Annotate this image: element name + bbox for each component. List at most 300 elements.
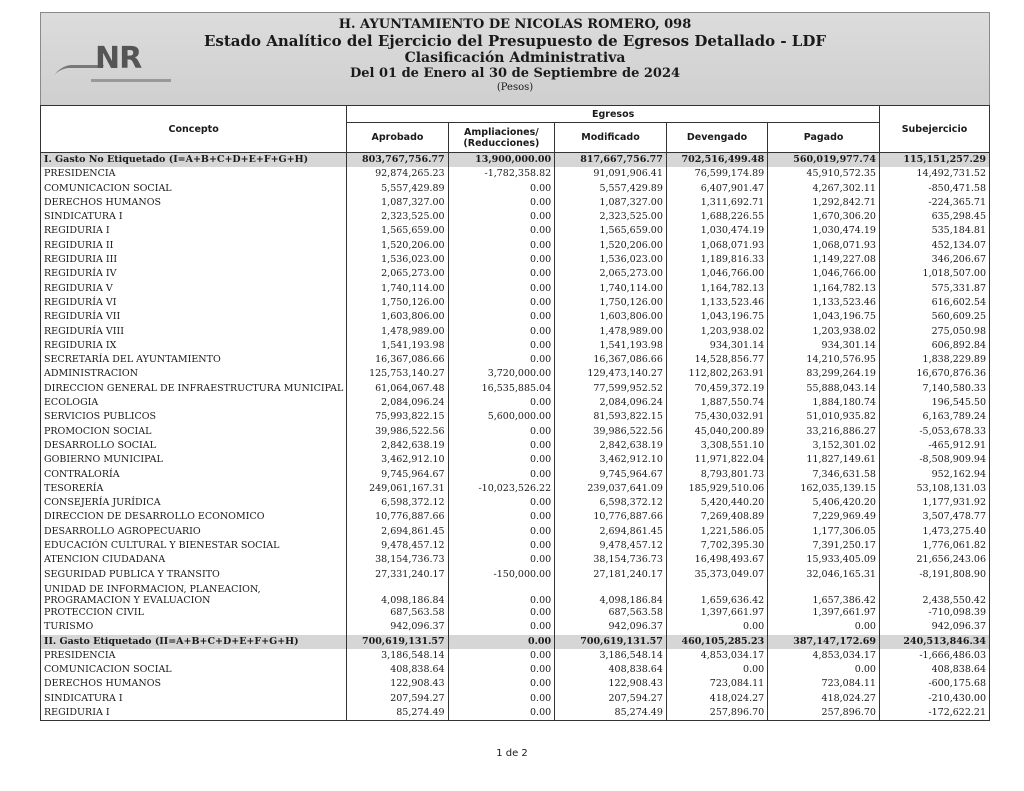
cell-amount: -8,191,808.90 (879, 568, 989, 582)
cell-amount: 1,068,071.93 (768, 239, 880, 253)
logo-underline (91, 79, 171, 82)
cell-concepto: REGIDURIA IX (41, 339, 347, 353)
cell-amount: 1,087,327.00 (555, 196, 667, 210)
cell-amount: 51,010,935.82 (768, 410, 880, 424)
cell-amount: 0.00 (448, 453, 555, 467)
report-subtitle: Clasificación Administrativa (404, 50, 626, 66)
cell-amount: 85,274.49 (347, 706, 448, 721)
cell-amount: 0.00 (448, 677, 555, 691)
cell-amount: 16,367,086.66 (555, 353, 667, 367)
table-row (41, 453, 990, 467)
cell-amount: 4,853,034.17 (666, 649, 767, 663)
table-row (41, 525, 990, 539)
cell-amount: 616,602.54 (879, 296, 989, 310)
table-row (41, 196, 990, 210)
table-row (41, 310, 990, 324)
cell-amount: 0.00 (448, 525, 555, 539)
cell-amount: 1,688,226.55 (666, 210, 767, 224)
cell-amount: 0.00 (448, 396, 555, 410)
cell-amount: 3,507,478.77 (879, 510, 989, 524)
logo-text: NR (95, 41, 142, 76)
report-title: Estado Analítico del Ejercicio del Presupuesto de Egresos Detallado - LDF (203, 32, 827, 50)
table-row (41, 396, 990, 410)
cell-amount: -8,508,909.94 (879, 453, 989, 467)
cell-concepto: PROTECCION CIVIL (41, 606, 347, 620)
cell-concepto: DIRECCION GENERAL DE INFRAESTRUCTURA MUNICIPAL (41, 382, 347, 396)
cell-amount: 723,084.11 (666, 677, 767, 691)
cell-amount: 55,888,043.14 (768, 382, 880, 396)
cell-amount: 346,206.67 (879, 253, 989, 267)
cell-concepto: REGIDURIA II (41, 239, 347, 253)
cell-amount: 6,598,372.12 (555, 496, 667, 510)
cell-amount: 75,993,822.15 (347, 410, 448, 424)
cell-amount: 408,838.64 (347, 663, 448, 677)
cell-concepto: DERECHOS HUMANOS (41, 196, 347, 210)
cell-amount: 85,274.49 (555, 706, 667, 721)
cell-concepto: REGIDURÍA IV (41, 267, 347, 281)
cell-amount: 91,091,906.41 (555, 167, 667, 181)
cell-amount: 1,565,659.00 (347, 224, 448, 238)
header-col: Ampliaciones/ (Reducciones) (448, 123, 555, 153)
table-row (41, 339, 990, 353)
table-row (41, 282, 990, 296)
cell-amount: 418,024.27 (666, 692, 767, 706)
header-col: Pagado (768, 123, 880, 153)
cell-amount: 408,838.64 (555, 663, 667, 677)
cell-amount: 3,186,548.14 (347, 649, 448, 663)
cell-amount: 239,037,641.09 (555, 482, 667, 496)
cell-concepto: SEGURIDAD PUBLICA Y TRANSITO (41, 568, 347, 582)
cell-amount: 1,565,659.00 (555, 224, 667, 238)
cell-amount: -172,622.21 (879, 706, 989, 721)
cell-amount: -224,365.71 (879, 196, 989, 210)
cell-amount: 1,292,842.71 (768, 196, 880, 210)
cell-amount: 207,594.27 (347, 692, 448, 706)
cell-amount: 9,745,964.67 (555, 468, 667, 482)
cell-amount: 3,152,301.02 (768, 439, 880, 453)
cell-amount: 1,043,196.75 (768, 310, 880, 324)
cell-amount: 0.00 (448, 606, 555, 620)
cell-concepto: DIRECCION DE DESARROLLO ECONOMICO (41, 510, 347, 524)
table-row (41, 606, 990, 620)
table-row (41, 210, 990, 224)
cell-amount: 2,065,273.00 (555, 267, 667, 281)
cell-amount: 3,462,912.10 (555, 453, 667, 467)
cell-amount: 2,438,550.42 (879, 582, 989, 606)
table-row (41, 663, 990, 677)
header-col: Aprobado (347, 123, 448, 153)
cell-concepto: II. Gasto Etiquetado (II=A+B+C+D+E+F+G+H) (41, 635, 347, 649)
cell-amount: 16,670,876.36 (879, 367, 989, 381)
cell-concepto: REGIDURÍA VIII (41, 325, 347, 339)
cell-amount: 1,018,507.00 (879, 267, 989, 281)
cell-amount: 0.00 (448, 296, 555, 310)
cell-amount: 408,838.64 (879, 663, 989, 677)
cell-amount: 9,478,457.12 (555, 539, 667, 553)
cell-amount: 3,308,551.10 (666, 439, 767, 453)
cell-concepto: ECOLOGIA (41, 396, 347, 410)
budget-table (40, 105, 990, 721)
cell-amount: 14,492,731.52 (879, 167, 989, 181)
cell-amount: 122,908.43 (555, 677, 667, 691)
cell-amount: 0.00 (448, 663, 555, 677)
cell-amount: 0.00 (448, 353, 555, 367)
cell-amount: 2,065,273.00 (347, 267, 448, 281)
cell-amount: 575,331.87 (879, 282, 989, 296)
cell-concepto: REGIDURIA I (41, 706, 347, 721)
cell-amount: 8,793,801.73 (666, 468, 767, 482)
cell-amount: 0.00 (448, 325, 555, 339)
report-units: (Pesos) (496, 82, 534, 93)
cell-concepto: EDUCACIÓN CULTURAL Y BIENESTAR SOCIAL (41, 539, 347, 553)
cell-amount: 0.00 (448, 210, 555, 224)
cell-amount: 817,667,756.77 (555, 153, 667, 168)
cell-amount: 45,040,200.89 (666, 425, 767, 439)
cell-amount: 0.00 (448, 239, 555, 253)
cell-amount: 723,084.11 (768, 677, 880, 691)
cell-amount: 7,229,969.49 (768, 510, 880, 524)
cell-amount: 635,298.45 (879, 210, 989, 224)
cell-amount: 418,024.27 (768, 692, 880, 706)
cell-amount: 0.00 (448, 439, 555, 453)
cell-amount: 1,838,229.89 (879, 353, 989, 367)
header-col: Modificado (555, 123, 667, 153)
cell-amount: 61,064,067.48 (347, 382, 448, 396)
cell-amount: 2,323,525.00 (347, 210, 448, 224)
cell-amount: 6,598,372.12 (347, 496, 448, 510)
cell-amount: 0.00 (448, 706, 555, 721)
cell-amount: 162,035,139.15 (768, 482, 880, 496)
table-row (41, 167, 990, 181)
cell-amount: 2,084,096.24 (555, 396, 667, 410)
cell-amount: 16,535,885.04 (448, 382, 555, 396)
table-row (41, 620, 990, 634)
cell-amount: 92,874,265.23 (347, 167, 448, 181)
table-row (41, 296, 990, 310)
table-row (41, 468, 990, 482)
table-row (41, 382, 990, 396)
cell-amount: 1,670,306.20 (768, 210, 880, 224)
cell-amount: 803,767,756.77 (347, 153, 448, 168)
table-row (41, 539, 990, 553)
cell-amount: 1,068,071.93 (666, 239, 767, 253)
cell-amount: 560,609.25 (879, 310, 989, 324)
cell-amount: 2,084,096.24 (347, 396, 448, 410)
cell-amount: 5,406,420.20 (768, 496, 880, 510)
cell-concepto: REGIDURIA V (41, 282, 347, 296)
cell-amount: 0.00 (448, 339, 555, 353)
cell-amount: 0.00 (448, 510, 555, 524)
cell-amount: 13,900,000.00 (448, 153, 555, 168)
cell-amount: 10,776,887.66 (347, 510, 448, 524)
header-subejercicio: Subejercicio (879, 106, 989, 153)
cell-amount: 1,133,523.46 (768, 296, 880, 310)
cell-amount: 35,373,049.07 (666, 568, 767, 582)
cell-amount: 1,603,806.00 (555, 310, 667, 324)
cell-amount: 1,030,474.19 (768, 224, 880, 238)
cell-amount: -10,023,526.22 (448, 482, 555, 496)
cell-amount: 1,478,989.00 (555, 325, 667, 339)
cell-amount: 3,186,548.14 (555, 649, 667, 663)
cell-amount: 0.00 (448, 196, 555, 210)
header-concepto: Concepto (41, 106, 347, 153)
cell-amount: 0.00 (448, 582, 555, 606)
cell-amount: 16,367,086.66 (347, 353, 448, 367)
cell-amount: 0.00 (448, 267, 555, 281)
cell-amount: 1,659,636.42 (666, 582, 767, 606)
cell-amount: 1,887,550.74 (666, 396, 767, 410)
cell-amount: 39,986,522.56 (347, 425, 448, 439)
cell-amount: 27,331,240.17 (347, 568, 448, 582)
cell-amount: 1,541,193.98 (555, 339, 667, 353)
cell-concepto: REGIDURIA I (41, 224, 347, 238)
cell-concepto: PROMOCION SOCIAL (41, 425, 347, 439)
cell-amount: 700,619,131.57 (347, 635, 448, 649)
cell-amount: -600,175.68 (879, 677, 989, 691)
cell-concepto: PRESIDENCIA (41, 649, 347, 663)
cell-concepto: CONTRALORÍA (41, 468, 347, 482)
cell-amount: 942,096.37 (879, 620, 989, 634)
table-row (41, 410, 990, 424)
cell-amount: 1,164,782.13 (666, 282, 767, 296)
cell-amount: 11,971,822.04 (666, 453, 767, 467)
header-col: Devengado (666, 123, 767, 153)
cell-amount: 10,776,887.66 (555, 510, 667, 524)
cell-concepto: SINDICATURA I (41, 210, 347, 224)
cell-amount: 700,619,131.57 (555, 635, 667, 649)
cell-amount: 1,478,989.00 (347, 325, 448, 339)
table-row (41, 482, 990, 496)
cell-concepto: REGIDURÍA VI (41, 296, 347, 310)
cell-concepto: GOBIERNO MUNICIPAL (41, 453, 347, 467)
cell-amount: 14,210,576.95 (768, 353, 880, 367)
cell-concepto: SINDICATURA I (41, 692, 347, 706)
header-egresos: Egresos (347, 106, 880, 123)
cell-amount: 7,391,250.17 (768, 539, 880, 553)
cell-amount: 1,397,661.97 (768, 606, 880, 620)
cell-amount: 1,203,938.02 (768, 325, 880, 339)
cell-amount: 0.00 (448, 253, 555, 267)
cell-amount: 0.00 (448, 468, 555, 482)
cell-amount: 1,164,782.13 (768, 282, 880, 296)
table-row (41, 568, 990, 582)
cell-amount: 9,478,457.12 (347, 539, 448, 553)
cell-amount: 934,301.14 (768, 339, 880, 353)
cell-amount: 0.00 (666, 663, 767, 677)
cell-amount: 702,516,499.48 (666, 153, 767, 168)
table-row (41, 439, 990, 453)
cell-amount: 5,420,440.20 (666, 496, 767, 510)
cell-amount: 4,098,186.84 (347, 582, 448, 606)
cell-amount: 6,163,789.24 (879, 410, 989, 424)
cell-amount: 0.00 (448, 310, 555, 324)
cell-amount: 32,046,165.31 (768, 568, 880, 582)
report-header (40, 12, 990, 105)
cell-amount: 0.00 (448, 620, 555, 634)
cell-amount: 5,557,429.89 (347, 182, 448, 196)
cell-concepto: ADMINISTRACION (41, 367, 347, 381)
cell-amount: 33,216,886.27 (768, 425, 880, 439)
cell-amount: 2,842,638.19 (347, 439, 448, 453)
cell-concepto: DESARROLLO SOCIAL (41, 439, 347, 453)
cell-amount: 240,513,846.34 (879, 635, 989, 649)
cell-amount: 1,189,816.33 (666, 253, 767, 267)
cell-amount: 1,149,227.08 (768, 253, 880, 267)
cell-amount: 3,720,000.00 (448, 367, 555, 381)
cell-concepto: UNIDAD DE INFORMACION, PLANEACION, PROGRAMACION Y EVALUACION (41, 582, 347, 606)
cell-amount: 1,884,180.74 (768, 396, 880, 410)
cell-amount: 934,301.14 (666, 339, 767, 353)
cell-amount: 1,603,806.00 (347, 310, 448, 324)
cell-amount: -710,098.39 (879, 606, 989, 620)
table-row (41, 239, 990, 253)
cell-amount: 257,896.70 (768, 706, 880, 721)
table-row (41, 182, 990, 196)
cell-amount: 942,096.37 (555, 620, 667, 634)
org-name: H. AYUNTAMIENTO DE NICOLAS ROMERO, 098 (338, 17, 692, 32)
cell-amount: 6,407,901.47 (666, 182, 767, 196)
cell-amount: 1,776,061.82 (879, 539, 989, 553)
cell-amount: 1,750,126.00 (347, 296, 448, 310)
cell-amount: 9,745,964.67 (347, 468, 448, 482)
cell-amount: 560,019,977.74 (768, 153, 880, 168)
cell-amount: 76,599,174.89 (666, 167, 767, 181)
cell-amount: -5,053,678.33 (879, 425, 989, 439)
cell-concepto: PRESIDENCIA (41, 167, 347, 181)
cell-amount: 687,563.58 (555, 606, 667, 620)
cell-amount: 0.00 (448, 282, 555, 296)
cell-concepto: DERECHOS HUMANOS (41, 677, 347, 691)
cell-amount: 112,802,263.91 (666, 367, 767, 381)
cell-amount: 1,740,114.00 (347, 282, 448, 296)
cell-amount: 7,702,395.30 (666, 539, 767, 553)
table-row (41, 496, 990, 510)
cell-amount: -1,782,358.82 (448, 167, 555, 181)
cell-amount: 535,184.81 (879, 224, 989, 238)
table-row (41, 425, 990, 439)
cell-amount: 952,162.94 (879, 468, 989, 482)
cell-amount: 0.00 (448, 649, 555, 663)
cell-amount: 4,853,034.17 (768, 649, 880, 663)
cell-amount: 249,061,167.31 (347, 482, 448, 496)
cell-amount: 1,740,114.00 (555, 282, 667, 296)
cell-amount: 207,594.27 (555, 692, 667, 706)
cell-amount: 2,842,638.19 (555, 439, 667, 453)
cell-amount: 115,151,257.29 (879, 153, 989, 168)
cell-amount: 11,827,149.61 (768, 453, 880, 467)
cell-amount: 1,046,766.00 (768, 267, 880, 281)
cell-amount: 0.00 (448, 182, 555, 196)
cell-amount: 606,892.84 (879, 339, 989, 353)
cell-amount: 1,043,196.75 (666, 310, 767, 324)
cell-amount: 27,181,240.17 (555, 568, 667, 582)
cell-amount: -850,471.58 (879, 182, 989, 196)
cell-amount: -1,666,486.03 (879, 649, 989, 663)
cell-concepto: DESARROLLO AGROPECUARIO (41, 525, 347, 539)
cell-concepto: SERVICIOS PUBLICOS (41, 410, 347, 424)
total-row (41, 153, 990, 168)
municipality-logo (47, 25, 177, 87)
cell-amount: 5,557,429.89 (555, 182, 667, 196)
table-row (41, 267, 990, 281)
table-row (41, 353, 990, 367)
cell-concepto: COMUNICACION SOCIAL (41, 663, 347, 677)
cell-amount: 942,096.37 (347, 620, 448, 634)
cell-amount: 1,133,523.46 (666, 296, 767, 310)
table-row (41, 325, 990, 339)
cell-amount: 7,140,580.33 (879, 382, 989, 396)
table-row (41, 706, 990, 721)
cell-concepto: REGIDURIA III (41, 253, 347, 267)
cell-amount: 1,520,206.00 (347, 239, 448, 253)
cell-amount: 1,657,386.42 (768, 582, 880, 606)
cell-amount: 2,323,525.00 (555, 210, 667, 224)
cell-amount: 1,087,327.00 (347, 196, 448, 210)
cell-amount: 1,473,275.40 (879, 525, 989, 539)
cell-amount: 77,599,952.52 (555, 382, 667, 396)
cell-amount: 257,896.70 (666, 706, 767, 721)
cell-amount: 4,098,186.84 (555, 582, 667, 606)
cell-amount: 460,105,285.23 (666, 635, 767, 649)
table-row (41, 692, 990, 706)
cell-amount: 7,346,631.58 (768, 468, 880, 482)
cell-amount: 0.00 (448, 692, 555, 706)
cell-amount: 70,459,372.19 (666, 382, 767, 396)
cell-concepto: TESORERÍA (41, 482, 347, 496)
cell-amount: 0.00 (666, 620, 767, 634)
cell-concepto: I. Gasto No Etiquetado (I=A+B+C+D+E+F+G+H) (41, 153, 347, 168)
cell-amount: 275,050.98 (879, 325, 989, 339)
page-number: 1 de 2 (496, 748, 528, 759)
cell-amount: 15,933,405.09 (768, 553, 880, 567)
cell-amount: 387,147,172.69 (768, 635, 880, 649)
cell-amount: 45,910,572.35 (768, 167, 880, 181)
cell-amount: 38,154,736.73 (555, 553, 667, 567)
cell-amount: 1,397,661.97 (666, 606, 767, 620)
cell-amount: 687,563.58 (347, 606, 448, 620)
cell-amount: 185,929,510.06 (666, 482, 767, 496)
cell-amount: 53,108,131.03 (879, 482, 989, 496)
cell-amount: 1,203,938.02 (666, 325, 767, 339)
cell-amount: 16,498,493.67 (666, 553, 767, 567)
cell-amount: 452,134.07 (879, 239, 989, 253)
cell-amount: 3,462,912.10 (347, 453, 448, 467)
table-row (41, 553, 990, 567)
cell-amount: 1,177,931.92 (879, 496, 989, 510)
cell-amount: 2,694,861.45 (347, 525, 448, 539)
cell-amount: -210,430.00 (879, 692, 989, 706)
cell-amount: 38,154,736.73 (347, 553, 448, 567)
cell-amount: 7,269,408.89 (666, 510, 767, 524)
cell-amount: 21,656,243.06 (879, 553, 989, 567)
cell-amount: 5,600,000.00 (448, 410, 555, 424)
cell-amount: -150,000.00 (448, 568, 555, 582)
cell-amount: 1,046,766.00 (666, 267, 767, 281)
cell-amount: 2,694,861.45 (555, 525, 667, 539)
cell-concepto: SECRETARÍA DEL AYUNTAMIENTO (41, 353, 347, 367)
cell-amount: 1,177,306.05 (768, 525, 880, 539)
cell-concepto: REGIDURÍA VII (41, 310, 347, 324)
cell-amount: 1,750,126.00 (555, 296, 667, 310)
cell-amount: 1,536,023.00 (555, 253, 667, 267)
table-row (41, 224, 990, 238)
cell-amount: 14,528,856.77 (666, 353, 767, 367)
cell-concepto: COMUNICACION SOCIAL (41, 182, 347, 196)
cell-amount: 1,541,193.98 (347, 339, 448, 353)
table-row (41, 253, 990, 267)
cell-amount: 1,311,692.71 (666, 196, 767, 210)
cell-amount: 129,473,140.27 (555, 367, 667, 381)
